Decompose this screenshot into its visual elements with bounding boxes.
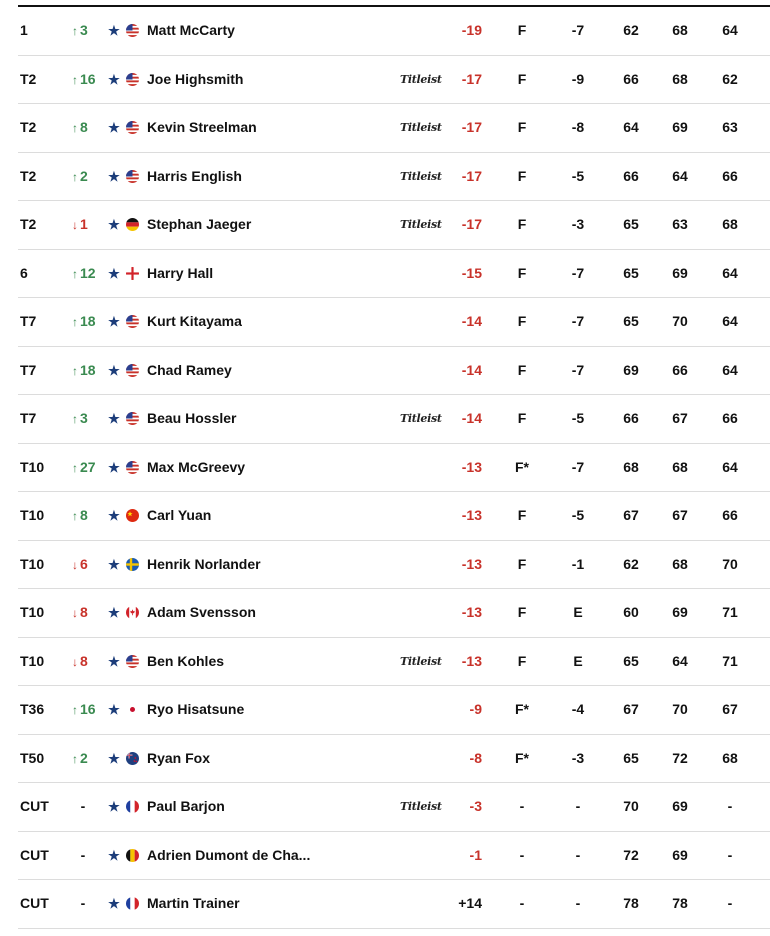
flag-usa-icon	[126, 461, 139, 474]
player-row[interactable]	[18, 298, 770, 347]
flag-bel-icon	[126, 849, 139, 862]
flag-usa-icon	[126, 73, 139, 86]
position: CUT	[20, 895, 49, 911]
player-name[interactable]: Adam Svensson	[147, 604, 256, 620]
move-value: 3	[80, 410, 88, 426]
star-icon[interactable]: ★	[108, 362, 120, 378]
flag-nzl-icon	[126, 752, 139, 765]
position: T10	[20, 507, 45, 523]
today-score: -4	[571, 701, 585, 717]
player-name[interactable]: Ryan Fox	[147, 749, 211, 766]
arrow-down-icon: ↓	[72, 606, 78, 620]
round-2-score: 69	[672, 264, 688, 281]
star-icon[interactable]: ★	[108, 459, 120, 475]
position: T50	[20, 749, 45, 766]
flag-chn-icon	[126, 509, 139, 522]
arrow-up-icon: ↑	[72, 751, 78, 766]
arrow-up-icon: ↑	[72, 460, 78, 475]
player-name[interactable]: Chad Ramey	[147, 361, 232, 378]
move-value: 18	[80, 361, 96, 378]
today-score: -9	[571, 70, 585, 87]
star-icon[interactable]: ★	[108, 71, 120, 87]
flag-can-icon	[126, 606, 139, 619]
player-row[interactable]	[18, 444, 770, 493]
player-row[interactable]	[18, 832, 770, 881]
round-2-score: 66	[672, 361, 688, 378]
total-score: -13	[461, 652, 482, 669]
arrow-up-icon: ↑	[72, 509, 78, 523]
player-name[interactable]: Kurt Kitayama	[147, 313, 242, 329]
total-score: -8	[469, 749, 482, 766]
today-score: -3	[571, 749, 585, 766]
round-2-score: 68	[672, 70, 688, 87]
total-score: -13	[461, 555, 482, 572]
player-row[interactable]	[18, 541, 770, 590]
thru: F	[517, 119, 527, 135]
thru: -	[519, 895, 525, 911]
round-2-score: 69	[672, 119, 688, 135]
round-1-score: 67	[623, 701, 639, 717]
star-icon[interactable]: ★	[108, 556, 120, 572]
titleist-logo: Titleist	[400, 121, 442, 134]
today-score: -5	[571, 167, 585, 184]
thru: F	[517, 264, 527, 281]
round-3-score: 64	[722, 361, 738, 378]
round-2-score: 63	[672, 216, 688, 232]
player-name[interactable]: Kevin Streelman	[147, 119, 257, 135]
thru: F	[517, 604, 527, 620]
titleist-logo: Titleist	[400, 654, 442, 668]
flag-fra-icon	[126, 800, 139, 813]
player-row[interactable]	[18, 104, 770, 153]
move-value: 3	[80, 22, 88, 38]
player-row[interactable]	[18, 201, 770, 250]
position: T10	[20, 458, 45, 475]
thru: -	[519, 798, 525, 814]
total-score: -14	[461, 313, 482, 329]
player-name[interactable]: Max McGreevy	[147, 458, 246, 475]
round-1-score: 78	[623, 895, 639, 911]
total-score: -14	[461, 361, 482, 378]
round-2-score: 64	[672, 167, 688, 184]
star-icon[interactable]: ★	[108, 799, 120, 814]
move-value: 6	[80, 555, 88, 572]
round-1-score: 69	[623, 361, 639, 378]
star-icon[interactable]: ★	[108, 314, 120, 329]
star-icon[interactable]: ★	[108, 168, 120, 184]
round-2-score: 67	[672, 410, 688, 426]
player-name[interactable]: Martin Trainer	[147, 895, 240, 911]
position: T10	[20, 652, 45, 669]
player-row[interactable]	[18, 880, 770, 929]
flag-usa-icon	[126, 170, 139, 183]
arrow-up-icon: ↑	[72, 169, 78, 184]
star-icon[interactable]: ★	[108, 411, 120, 426]
total-score: -19	[461, 22, 482, 38]
position: 6	[20, 264, 28, 281]
titleist-logo: Titleist	[400, 218, 442, 231]
star-icon[interactable]: ★	[108, 23, 120, 38]
round-3-score: 66	[722, 410, 738, 426]
player-row[interactable]	[18, 153, 770, 202]
total-score: -1	[469, 846, 482, 863]
thru: F*	[515, 749, 529, 766]
move-value: 16	[80, 70, 96, 87]
position: T2	[20, 167, 37, 184]
flag-usa-icon	[126, 315, 139, 328]
move-value: 2	[80, 167, 88, 184]
thru: -	[519, 846, 525, 863]
today-score: -8	[571, 119, 585, 135]
round-3-score: 64	[722, 22, 738, 38]
titleist-logo: Titleist	[400, 169, 442, 183]
today-score: -5	[571, 507, 585, 523]
arrow-up-icon: ↑	[72, 315, 78, 329]
flag-usa-icon	[126, 655, 139, 668]
leaderboard-table	[0, 7, 770, 929]
thru: F	[517, 507, 527, 523]
round-3-score: -	[727, 846, 733, 863]
move-value: 8	[80, 604, 88, 620]
total-score: -14	[461, 410, 482, 426]
flag-swe-icon	[126, 558, 139, 571]
round-2-score: 70	[672, 313, 688, 329]
round-3-score: 64	[722, 313, 738, 329]
position: 1	[20, 22, 28, 38]
player-row[interactable]	[18, 7, 770, 56]
round-2-score: 69	[672, 798, 688, 814]
round-3-score: 64	[722, 458, 738, 475]
player-row[interactable]	[18, 686, 770, 735]
move-value: 8	[80, 652, 88, 669]
position: CUT	[20, 846, 49, 863]
flag-usa-icon	[126, 412, 139, 425]
today-score: -3	[571, 216, 585, 232]
round-2-score: 67	[672, 507, 688, 523]
star-icon[interactable]: ★	[108, 508, 120, 523]
thru: F	[517, 216, 527, 232]
arrow-up-icon: ↑	[72, 363, 78, 378]
today-score: -7	[571, 22, 585, 38]
round-3-score: 71	[722, 604, 738, 620]
total-score: -15	[461, 264, 482, 281]
round-1-score: 67	[623, 507, 639, 523]
move-value: 12	[80, 264, 96, 281]
arrow-up-icon: ↑	[72, 412, 78, 426]
star-icon[interactable]: ★	[108, 653, 120, 669]
today-score: -7	[571, 264, 585, 281]
position: T7	[20, 361, 37, 378]
round-3-score: 71	[722, 652, 738, 669]
round-2-score: 69	[672, 604, 688, 620]
position: T10	[20, 604, 45, 620]
player-row[interactable]	[18, 347, 770, 396]
player-name[interactable]: Carl Yuan	[147, 507, 212, 523]
player-name[interactable]: Adrien Dumont de Cha...	[147, 846, 311, 863]
round-1-score: 65	[623, 313, 639, 329]
round-1-score: 66	[623, 167, 639, 184]
round-3-score: 66	[722, 507, 738, 523]
player-row[interactable]	[18, 638, 770, 687]
today-score: -	[575, 846, 581, 863]
round-1-score: 60	[623, 604, 639, 620]
position-move: -	[80, 798, 86, 814]
position: T36	[20, 701, 45, 717]
today-score: -	[575, 895, 581, 911]
player-name[interactable]: Joe Highsmith	[147, 70, 244, 87]
round-1-score: 65	[623, 652, 639, 669]
thru: F	[517, 555, 527, 572]
round-3-score: 70	[722, 555, 738, 572]
round-1-score: 66	[623, 70, 639, 87]
arrow-down-icon: ↓	[72, 557, 78, 572]
star-icon[interactable]: ★	[108, 217, 120, 232]
thru: F	[517, 70, 527, 87]
star-icon[interactable]: ★	[108, 896, 120, 911]
today-score: E	[573, 652, 583, 669]
player-name[interactable]: Matt McCarty	[147, 22, 235, 38]
round-1-score: 68	[623, 458, 639, 475]
round-1-score: 62	[623, 22, 639, 38]
arrow-down-icon: ↓	[72, 654, 78, 669]
star-icon[interactable]: ★	[108, 605, 120, 620]
move-value: 8	[80, 507, 88, 523]
position-move: -	[80, 895, 86, 911]
round-2-score: 69	[672, 846, 688, 863]
star-icon[interactable]: ★	[108, 750, 120, 766]
round-2-score: 72	[672, 749, 688, 766]
move-value: 8	[80, 119, 88, 135]
round-3-score: 64	[722, 264, 738, 281]
round-1-score: 72	[623, 846, 639, 863]
player-name[interactable]: Beau Hossler	[147, 410, 237, 426]
today-score: -1	[571, 555, 585, 572]
flag-fra-icon	[126, 897, 139, 910]
today-score: -7	[571, 313, 585, 329]
today-score: -7	[571, 458, 585, 475]
position: CUT	[20, 798, 49, 814]
position-move: -	[80, 846, 86, 863]
player-name[interactable]: Stephan Jaeger	[147, 216, 252, 232]
thru: F	[517, 167, 527, 184]
titleist-logo: Titleist	[400, 412, 442, 425]
thru: F	[517, 361, 527, 378]
thru: F*	[515, 701, 529, 717]
round-3-score: 62	[722, 70, 738, 87]
total-score: -17	[461, 216, 482, 232]
star-icon[interactable]: ★	[108, 702, 120, 717]
round-1-score: 64	[623, 119, 639, 135]
total-score: -13	[461, 604, 482, 620]
round-1-score: 65	[623, 264, 639, 281]
round-1-score: 70	[623, 798, 639, 814]
player-name[interactable]: Henrik Norlander	[147, 555, 261, 572]
star-icon[interactable]: ★	[108, 847, 120, 863]
round-2-score: 78	[672, 895, 688, 911]
player-row[interactable]	[18, 735, 770, 784]
round-1-score: 65	[623, 749, 639, 766]
arrow-down-icon: ↓	[72, 218, 78, 232]
arrow-up-icon: ↑	[72, 266, 78, 281]
player-name[interactable]: Ryo Hisatsune	[147, 701, 245, 717]
flag-usa-icon	[126, 364, 139, 377]
total-score: -13	[461, 507, 482, 523]
today-score: E	[573, 604, 583, 620]
flag-usa-icon	[126, 121, 139, 134]
round-1-score: 65	[623, 216, 639, 232]
total-score: -13	[461, 458, 482, 475]
round-3-score: 67	[722, 701, 738, 717]
today-score: -7	[571, 361, 585, 378]
player-row[interactable]	[18, 783, 770, 832]
player-row[interactable]	[18, 492, 770, 541]
total-score: -9	[469, 701, 482, 717]
position: T2	[20, 70, 37, 87]
player-row[interactable]	[18, 589, 770, 638]
arrow-up-icon: ↑	[72, 24, 78, 38]
total-score: +14	[458, 895, 482, 911]
flag-jpn-icon	[126, 703, 139, 716]
player-row[interactable]	[18, 56, 770, 105]
arrow-up-icon: ↑	[72, 72, 78, 87]
today-score: -5	[571, 410, 585, 426]
flag-eng-icon	[126, 267, 139, 280]
player-row[interactable]	[18, 395, 770, 444]
position: T2	[20, 216, 37, 232]
round-3-score: -	[727, 798, 733, 814]
player-name[interactable]: Harry Hall	[147, 264, 214, 281]
move-value: 18	[80, 313, 96, 329]
round-3-score: 66	[722, 167, 738, 184]
player-name[interactable]: Harris English	[147, 167, 242, 184]
player-name[interactable]: Ben Kohles	[147, 652, 225, 669]
flag-usa-icon	[126, 24, 139, 37]
round-3-score: 68	[722, 216, 738, 232]
round-2-score: 68	[672, 22, 688, 38]
position: T2	[20, 119, 37, 135]
round-2-score: 64	[672, 652, 688, 669]
star-icon[interactable]: ★	[108, 120, 120, 135]
today-score: -	[575, 798, 581, 814]
star-icon[interactable]: ★	[108, 265, 120, 281]
round-3-score: -	[727, 895, 733, 911]
arrow-up-icon: ↑	[72, 703, 78, 717]
round-2-score: 70	[672, 701, 688, 717]
thru: F	[517, 410, 527, 426]
move-value: 2	[80, 749, 88, 766]
thru: F	[517, 22, 527, 38]
position: T7	[20, 313, 37, 329]
player-row[interactable]	[18, 250, 770, 299]
round-1-score: 62	[623, 555, 639, 572]
move-value: 1	[80, 216, 88, 232]
round-2-score: 68	[672, 458, 688, 475]
thru: F*	[515, 458, 529, 475]
position: T7	[20, 410, 37, 426]
total-score: -17	[461, 70, 482, 87]
thru: F	[517, 652, 527, 669]
player-name[interactable]: Paul Barjon	[147, 798, 225, 814]
round-2-score: 68	[672, 555, 688, 572]
total-score: -3	[469, 798, 482, 814]
total-score: -17	[461, 119, 482, 135]
round-3-score: 63	[722, 119, 738, 135]
thru: F	[517, 313, 527, 329]
move-value: 16	[80, 701, 96, 717]
titleist-logo: Titleist	[400, 72, 442, 86]
move-value: 27	[80, 458, 96, 475]
arrow-up-icon: ↑	[72, 121, 78, 135]
flag-ger-icon	[126, 218, 139, 231]
position: T10	[20, 555, 45, 572]
round-3-score: 68	[722, 749, 738, 766]
round-1-score: 66	[623, 410, 639, 426]
total-score: -17	[461, 167, 482, 184]
titleist-logo: Titleist	[400, 800, 442, 813]
